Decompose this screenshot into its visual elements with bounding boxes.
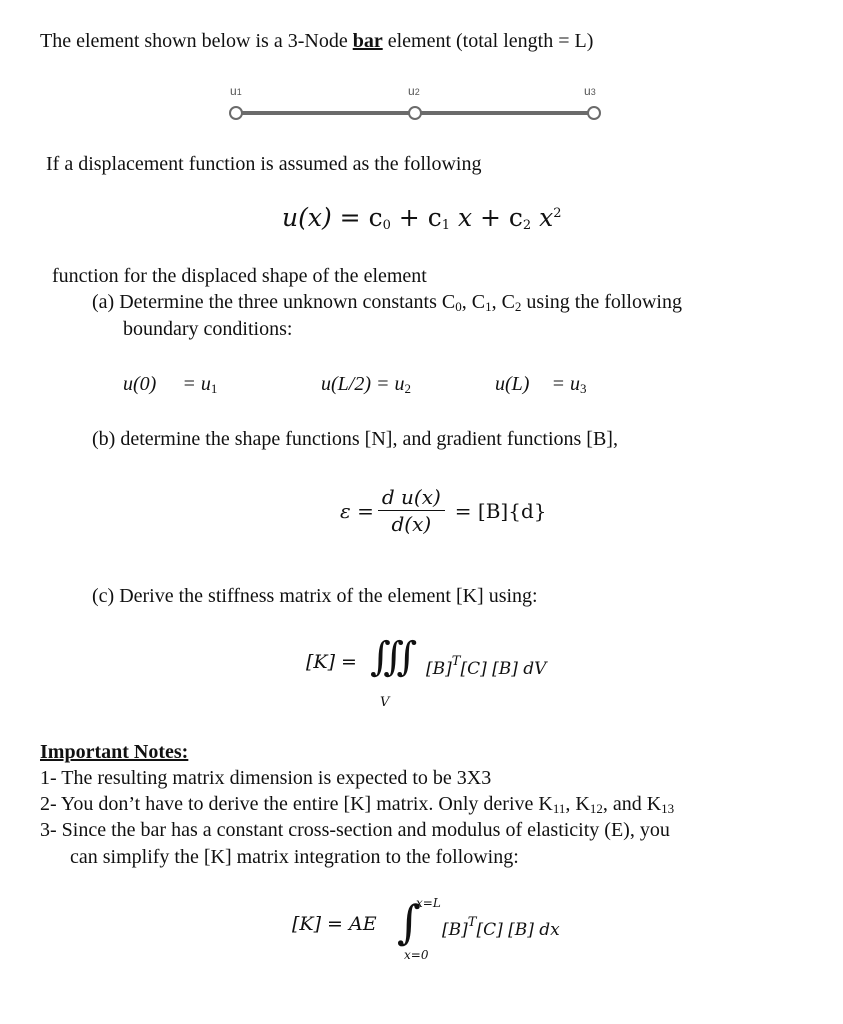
- bc-3: $u(L) = u_3$: [495, 373, 587, 396]
- bc-2: $u(L/2) = u_2$: [321, 373, 411, 396]
- node-2-label: u2: [408, 84, 420, 98]
- assume-text: If a displacement function is assumed as the following: [46, 153, 482, 175]
- part-b-text: (b) determine the shape functions [N], and gradient functions [B],: [92, 428, 618, 450]
- note-3-line-2: can simplify the [K] matrix integration to the following:: [70, 846, 519, 868]
- node-3-circle: [588, 107, 600, 119]
- node-2-circle: [409, 107, 421, 119]
- node-1-label: u1: [230, 84, 242, 98]
- intro-bold-word: bar: [352, 30, 383, 52]
- final-equation-lhs: [K] = AE: [292, 913, 377, 935]
- bc-1: $u(0) = u_1$: [123, 373, 218, 396]
- note-1: 1- The resulting matrix dimension is expected to be 3X3: [40, 767, 492, 789]
- node-3-label: u3: [584, 84, 596, 98]
- intro-text-after: element (total length = L): [382, 30, 594, 52]
- note-2: 2- You don’t have to derive the entire [K] matrix. Only derive $K_{11}$, $K_{12}$, and $K_{13}$: [40, 793, 675, 816]
- integral-lower-limit: x=0: [404, 948, 429, 962]
- node-1-circle: [230, 107, 242, 119]
- displacement-equation: $u(x) = c_0 + c_1$ $x + c_2$ $x^2$: [282, 203, 562, 233]
- part-c-text: (c) Derive the stiffness matrix of the element [K] using:: [92, 585, 538, 607]
- note-3-line-1: 3- Since the bar has a constant cross-section and modulus of elasticity (E), you: [40, 819, 670, 841]
- integral-sign: ∫: [397, 895, 421, 949]
- function-text: function for the displaced shape of the element: [52, 265, 427, 287]
- stiffness-equation-lhs: [K] =: [306, 651, 357, 673]
- integral-upper-limit: x=L: [416, 896, 441, 910]
- integral-volume-label: V: [380, 695, 390, 710]
- strain-fraction: $\frac{\text{d u(x)}}{d(x)}$: [378, 484, 445, 537]
- part-a-line-2: boundary conditions:: [123, 318, 293, 340]
- stiffness-equation-body: $[B]^T[C]$ [B] dV: [426, 654, 547, 679]
- intro-text-before: The element shown below is a 3-Node: [40, 30, 353, 52]
- notes-title: Important Notes:: [40, 741, 189, 763]
- strain-equation: ε = $\frac{\text{d u(x)}}{d(x)}$ = [B]{d}: [340, 485, 547, 536]
- intro-line: [40, 30, 593, 53]
- part-a-line-1: (a) Determine the three unknown constants $C_0$, $C_1$, $C_2$ using the following: [92, 291, 682, 314]
- final-equation-body: $[B]^T[C]$ [B] dx: [442, 915, 560, 940]
- triple-integral-sign: ∭: [370, 634, 418, 680]
